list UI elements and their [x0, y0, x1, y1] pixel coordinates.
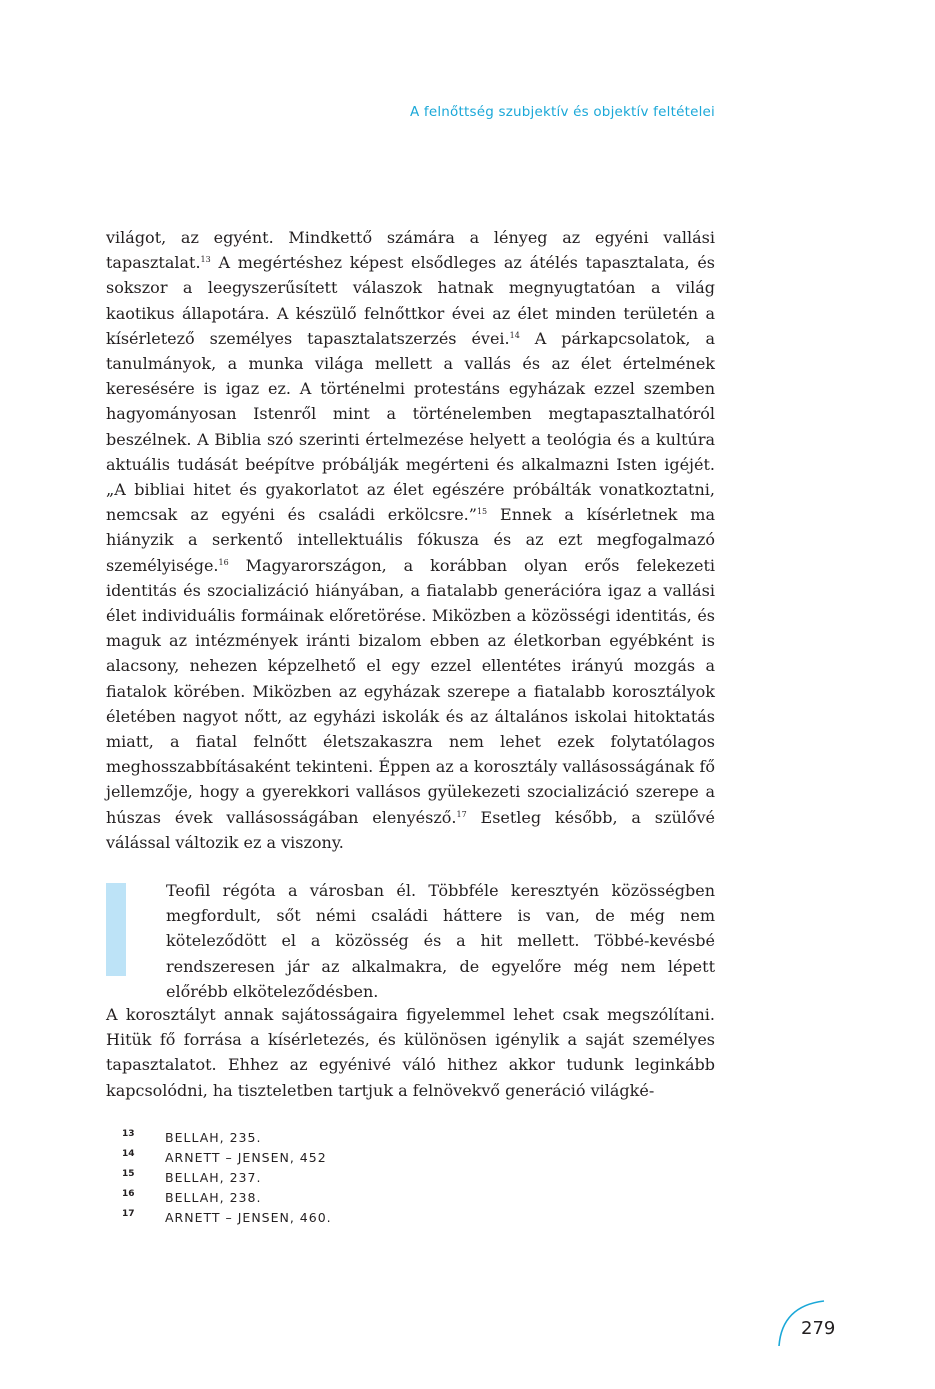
callout-box: [106, 878, 715, 1001]
footnote-number: 17: [122, 1209, 135, 1219]
footnote: [122, 1128, 522, 1148]
footnote-reference: 16: [218, 557, 229, 567]
footnote-number: 13: [122, 1129, 135, 1139]
footnote-reference: 14: [509, 330, 520, 340]
footnote-number: 16: [122, 1189, 135, 1199]
footnote-number: 15: [122, 1169, 135, 1179]
callout-accent-bar: [106, 883, 126, 976]
footnote-text: BELLAH, 235.: [165, 1130, 262, 1145]
footnote: [122, 1188, 522, 1208]
footnote: [122, 1208, 522, 1228]
body-paragraph-2: [106, 1002, 715, 1103]
footnote-reference: 17: [456, 809, 467, 819]
footnote-text: ARNETT – JENSEN, 452: [165, 1150, 327, 1165]
paragraph-text: világot, az egyént. Mindkettő számára a lényeg az egyéni vallási tapasztalat.$^{13}$ A megértéshez képest elsődleges az átélés tapasztalata, és sokszor a leegyszerűsített válaszok hatnak megnyugtatóan a világ kaotikus állapotára. A készülő felnőttkor évei az élet minden területén a kísérletező személyes tapasztalatszerzés évei.$^{14}$ A párkapcsolatok, a tanulmányok, a munka világa mellett a vallás és az élet értelmének keresésére is igaz ez. A történelmi protestáns egyházak ezzel szemben hagyományosan Istenről mint a történelemben megtapasztalhatóról beszélnek. A Biblia szó szerinti értelmezése helyett a teológia és a kultúra aktuális tudását beépítve próbálják megérteni és alkalmazni Isten igéjét. „A bibliai hitet és gyakorlatot az élet egészére próbálták vonatkoztatni, nemcsak az egyéni és családi erkölcsre.”$^{15}$ Ennek a kísérletnek ma hiányzik a serkentő intellektuális fókusza és az ezt megfogalmazó személyisége.$^{16}$ Magyarországon, a korábban olyan erős felekezeti identitás és szocializáció hiányában, a fiatalabb generációra igaz a vallási élet individuális formáinak előretörése. Miközben a közösségi identitás, és maguk az intézmények iránti bizalom ebben az életkorban egyébként is alacsony, nehezen képzelhető el egy ezzel ellentétes irányú mozgás a fiatalok körében. Miközben az egyházak szerepe a fiatalabb korosztályok életében nagyot nőtt, az egyházi iskolák és az általános iskolai hitoktatás miatt, a fiatal felnőtt életszakaszra nem lehet ezek folytatólagos meghosszabbításaként tekinteni. Éppen az a korosztály vallásosságának fő jellemzője, hogy a gyerekkori vallásos gyülekezeti szocializáció szerepe a húszas évek vallásosságában elenyésző.$^{17}$ Esetleg később, a szülővé válással változik ez a viszony.: [106, 228, 716, 852]
callout-text: Teofil régóta a városban él. Többféle keresztyén közösségben megfordult, sőt némi családi háttere is van, de még nem köteleződött el a közösség és a hit mellett. Többé-kevésbé rendszeresen jár az alkalmakra, de egyelőre még nem lépett előrébb elköteleződésben.: [166, 881, 715, 1001]
paragraph-text: A korosztályt annak sajátosságaira figyelemmel lehet csak megszólítani. Hitük fő forrása a kísérletezés, és különösen igénylik a saját személyes tapasztalatot. Ehhez az egyénivé váló hithez akkor tudunk leginkább kapcsolódni, ha tiszteletben tartjuk a felnövekvő generáció világké-: [106, 1005, 715, 1100]
running-header: A felnőttség szubjektív és objektív feltételei: [409, 104, 715, 120]
footnote-reference: 13: [200, 255, 211, 265]
footnote-reference: 15: [476, 507, 488, 517]
footnote: [122, 1168, 522, 1188]
footnotes: [122, 1128, 522, 1228]
body-paragraph-1: [106, 225, 715, 855]
page-number: 279: [801, 1318, 836, 1339]
footnote-number: 14: [122, 1149, 135, 1159]
footnote: [122, 1148, 522, 1168]
footnote-text: BELLAH, 238.: [165, 1190, 262, 1205]
footnote-text: BELLAH, 237.: [165, 1170, 262, 1185]
footnote-text: ARNETT – JENSEN, 460.: [165, 1210, 332, 1225]
